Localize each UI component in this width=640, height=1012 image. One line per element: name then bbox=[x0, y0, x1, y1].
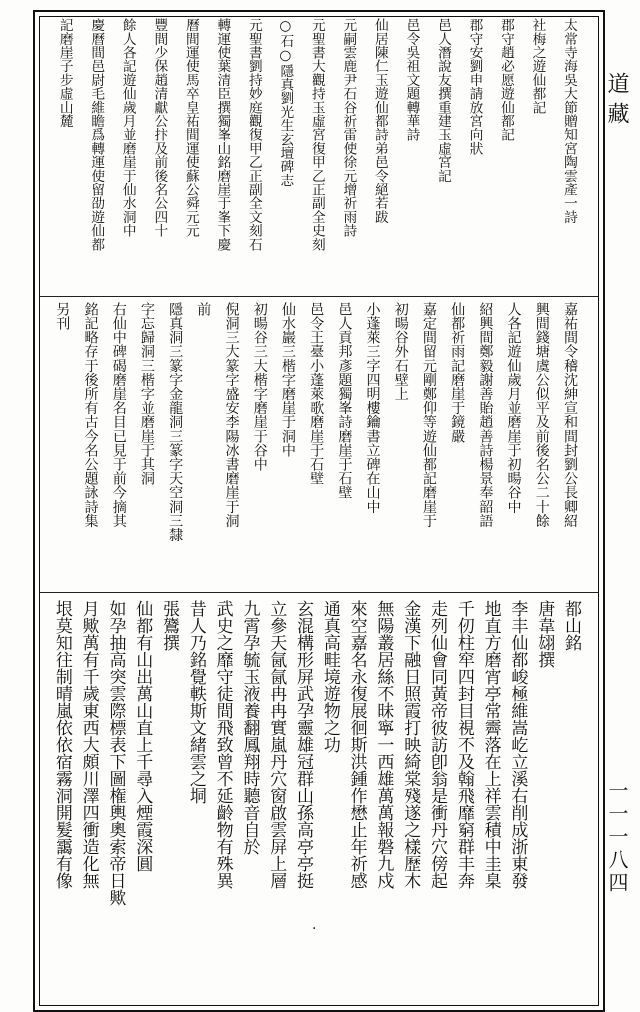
text-column: 來空嘉名永復展徊斯洪鍾作懋止年祈感 bbox=[346, 600, 367, 889]
text-column: 銘記略存于後所有古今名公題詠詩集 bbox=[82, 302, 99, 528]
text-column: 轉運使葉清臣撰獨峯山銘磨崖于峯下慶 bbox=[214, 18, 231, 251]
text-column: 九霄孕毓玉液養翻鳳翔時聽音自於 bbox=[239, 600, 260, 855]
text-column: 社梅之遊仙都記 bbox=[529, 18, 546, 114]
text-column: 仙水巖三楷字磨崖于洞中 bbox=[279, 302, 296, 458]
text-column: 邑人貢邦彥題獨峯詩磨崖于石壁 bbox=[336, 302, 353, 500]
text-column: 月歟萬有千歲東西大頗川澤四衝造化無 bbox=[78, 600, 99, 889]
text-column: 邑令王臺小蓬萊歌磨崖于石壁 bbox=[308, 302, 325, 486]
text-column: 如孕抽高突雲際標表下圖権輿奧索帝日歟 bbox=[105, 600, 126, 906]
text-column: 都山銘 bbox=[561, 600, 581, 651]
text-column: 李丰仙都峻極維嵩屹立溪右削成浙東發 bbox=[507, 600, 528, 889]
text-column: 興間錢塘虞公似平及前後名公二十餘 bbox=[533, 302, 550, 528]
text-column: 仙都祈雨記磨崖于鏡嚴 bbox=[449, 302, 466, 443]
text-column: 餘人各記遊仙歲月並磨崖于仙水洞中 bbox=[119, 18, 136, 238]
text-column: 元嗣雲鹿尹石谷祈雷使徐元增祈雨詩 bbox=[340, 18, 357, 238]
text-column: 郡守趙必愿遊仙都記 bbox=[497, 18, 514, 142]
panel-divider bbox=[40, 296, 598, 297]
page-number: 一一一八四 bbox=[605, 780, 629, 895]
text-column: 通真高畦境遊物之功 bbox=[319, 600, 340, 753]
text-column: 紹興間鄭毅謝善貽趙善詩楊景奉韶語 bbox=[477, 302, 494, 528]
text-column: 垠莫知往制晴嵐依依宿霧洞開髮靄有像 bbox=[51, 600, 72, 889]
text-column: 郡守安劉申請放宮向狀 bbox=[466, 18, 483, 155]
text-column: 初暘谷外石壁上 bbox=[392, 302, 409, 401]
text-column: 太常寺海吳大節贈知宮陶雲產一詩 bbox=[561, 18, 577, 224]
text-column: 武史之靡守徒間飛致曾不延齡物有殊異 bbox=[212, 600, 233, 889]
text-column: 地直方磨宵亭常霽落在上祥雲積中圭臬 bbox=[480, 600, 501, 889]
text-column: ○石○隱真劉光生玄壇碑志 bbox=[277, 18, 294, 187]
text-column: 倪洞三大篆字盛安李陽冰書磨崖于洞 bbox=[223, 302, 240, 528]
text-column: 隱真洞三篆字金龍洞三篆字天空洞三隸 bbox=[167, 302, 184, 542]
text-column: 右仙中碑碣磨崖名目已見于前今摘其 bbox=[110, 302, 127, 528]
book-title: 道藏 bbox=[604, 72, 629, 132]
text-column: 無陽叢居絲不昧寧一西雄萬萬報磐九戍 bbox=[373, 600, 394, 889]
text-column: 記磨崖子步虛山麓 bbox=[56, 18, 73, 128]
text-column: 慶曆間邑尉毛維瞻爲轉運使留劭遊仙都 bbox=[88, 18, 105, 251]
text-column: 嘉祐間令稽沈紳宣和間封劉公長卿紹 bbox=[562, 302, 578, 528]
text-column: 昔人乃銘覺軼斯文緒雲之垌 bbox=[185, 600, 206, 804]
text-column: 唐韋翃撰 bbox=[534, 600, 555, 668]
text-panel-middle bbox=[48, 302, 584, 584]
panel-divider bbox=[40, 592, 598, 593]
text-column: 邑人潛說友撰重建玉虛宮記 bbox=[434, 18, 451, 183]
text-column: 玄混構形屏武孕靈雄冠群山孫高亭亭挺 bbox=[293, 600, 314, 889]
text-column: 嘉定間留元剛鄭仰等遊仙都記磨崖于 bbox=[420, 302, 437, 528]
text-column: 人各記遊仙歲月並磨崖于初暘谷中 bbox=[505, 302, 522, 514]
text-column: 金漢下融日照霞打映綺棠殘遂之樣歷木 bbox=[400, 600, 421, 889]
text-column: 小蓬萊三字四明樓鑰書立碑在山中 bbox=[364, 302, 381, 514]
text-column: 前 bbox=[195, 302, 212, 317]
text-column: 元聖書劉持妙庭觀復甲乙正副全文刻石 bbox=[245, 18, 262, 251]
ink-dot: · bbox=[312, 921, 317, 937]
text-column: 立參天氤氤冉冉實嵐丹穴窗啟雲屏上層 bbox=[266, 600, 287, 889]
text-column: 初暘谷三大楷字磨崖于谷中 bbox=[251, 302, 268, 472]
text-panel-top bbox=[48, 18, 584, 292]
text-column: 另刊 bbox=[54, 302, 71, 331]
text-column: 走列仙會同黃帝彼訪卽翁是衝丹穴傍起 bbox=[427, 600, 448, 889]
text-column: 張鷟撰 bbox=[159, 600, 180, 651]
text-column: 元聖書大觀持玉虛宮復甲乙正副全史刻 bbox=[308, 18, 325, 251]
text-column: 仙居陳仁玉遊仙都詩弟邑令絕若跋 bbox=[371, 18, 388, 224]
text-column: 曆間運使馬卒皇祐間運使蘇公舜元元 bbox=[182, 18, 199, 238]
text-panel-bottom bbox=[48, 600, 584, 940]
text-column: 千仞柱窂四封目視不及翰飛靡窮群丰奔 bbox=[453, 600, 474, 889]
text-column: 邑令吳祖文題轉華詩 bbox=[403, 18, 420, 142]
text-column: 字忘歸洞三楷字並磨崖于其洞 bbox=[138, 302, 155, 486]
text-column: 豐間少保趙清獻公抃及前後名公四十 bbox=[151, 18, 168, 238]
text-column: 仙都有山出萬山直上千尋入煙霞深圓 bbox=[132, 600, 153, 872]
